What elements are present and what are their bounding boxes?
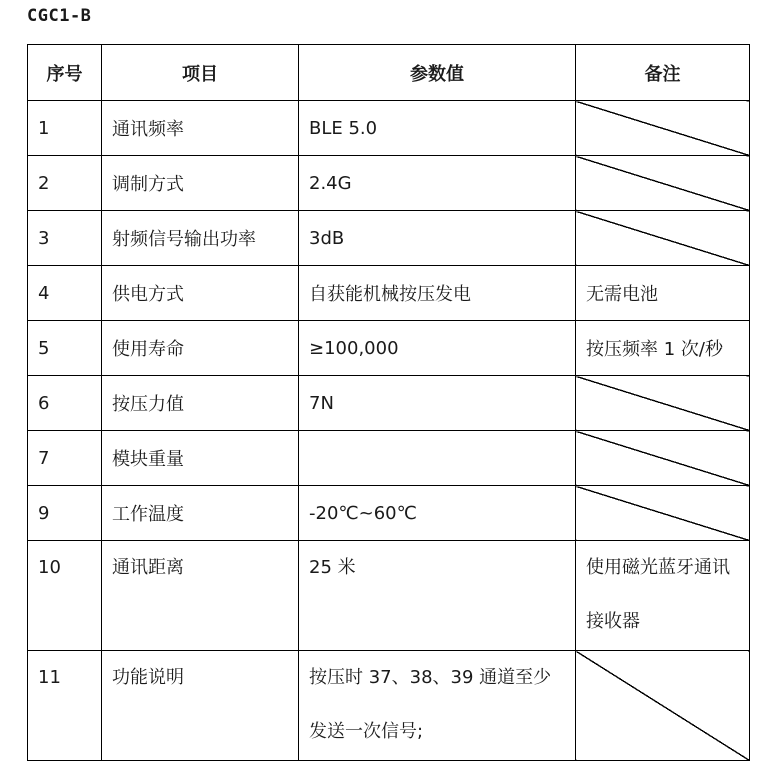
- row-value: BLE 5.0: [299, 101, 576, 156]
- row-item: 调制方式: [102, 156, 299, 211]
- row-index: 6: [28, 376, 102, 431]
- row-item: 工作温度: [102, 486, 299, 541]
- row-index: 9: [28, 486, 102, 541]
- row-note-empty: [576, 211, 750, 266]
- header-item: 项目: [102, 45, 299, 101]
- row-value: [299, 651, 576, 761]
- row-note-empty: [576, 651, 750, 761]
- row-index: 7: [28, 431, 102, 486]
- row-item: [102, 651, 299, 761]
- table-row: [28, 486, 750, 541]
- table-row: [28, 101, 750, 156]
- header-note: 备注: [576, 45, 750, 101]
- row-item: [102, 541, 299, 651]
- row-item: 通讯频率: [102, 101, 299, 156]
- table-row: [28, 541, 750, 651]
- row-note: 按压频率 1 次/秒: [576, 321, 750, 376]
- table-row: [28, 266, 750, 321]
- table-row: [28, 156, 750, 211]
- row-note-text: 使用磁光蓝牙通讯接收器: [586, 557, 730, 632]
- row-index: 5: [28, 321, 102, 376]
- row-index: 4: [28, 266, 102, 321]
- row-value: [299, 431, 576, 486]
- row-value: [299, 541, 576, 651]
- row-item: 供电方式: [102, 266, 299, 321]
- row-note-empty: [576, 101, 750, 156]
- row-index: [28, 651, 102, 761]
- table-row: [28, 431, 750, 486]
- header-row: [28, 45, 750, 101]
- row-value: 自获能机械按压发电: [299, 266, 576, 321]
- document-title: CGC1-B: [27, 6, 92, 26]
- table-row: [28, 376, 750, 431]
- row-value: -20℃~60℃: [299, 486, 576, 541]
- table-row: [28, 651, 750, 761]
- header-value: 参数值: [299, 45, 576, 101]
- table-row: [28, 321, 750, 376]
- row-index: 2: [28, 156, 102, 211]
- row-item: 射频信号输出功率: [102, 211, 299, 266]
- table-row: [28, 211, 750, 266]
- row-value: 3dB: [299, 211, 576, 266]
- row-note: [576, 541, 750, 651]
- row-index: 1: [28, 101, 102, 156]
- row-value-text: 按压时 37、38、39 通道至少发送一次信号;: [309, 667, 552, 742]
- row-index: [28, 541, 102, 651]
- row-item: 按压力值: [102, 376, 299, 431]
- row-note-empty: [576, 486, 750, 541]
- row-value: 2.4G: [299, 156, 576, 211]
- row-item: 模块重量: [102, 431, 299, 486]
- row-index-text: 11: [38, 667, 61, 688]
- row-note-empty: [576, 431, 750, 486]
- header-index: 序号: [28, 45, 102, 101]
- row-value: 7N: [299, 376, 576, 431]
- row-value-text: 25 米: [309, 557, 356, 578]
- row-item-text: 通讯距离: [112, 557, 184, 578]
- row-item: 使用寿命: [102, 321, 299, 376]
- row-index: 3: [28, 211, 102, 266]
- row-note: 无需电池: [576, 266, 750, 321]
- row-note-empty: [576, 376, 750, 431]
- row-note-empty: [576, 156, 750, 211]
- spec-table: [27, 44, 750, 761]
- row-value: ≥100,000: [299, 321, 576, 376]
- row-item-text: 功能说明: [112, 667, 184, 688]
- row-index-text: 10: [38, 557, 61, 578]
